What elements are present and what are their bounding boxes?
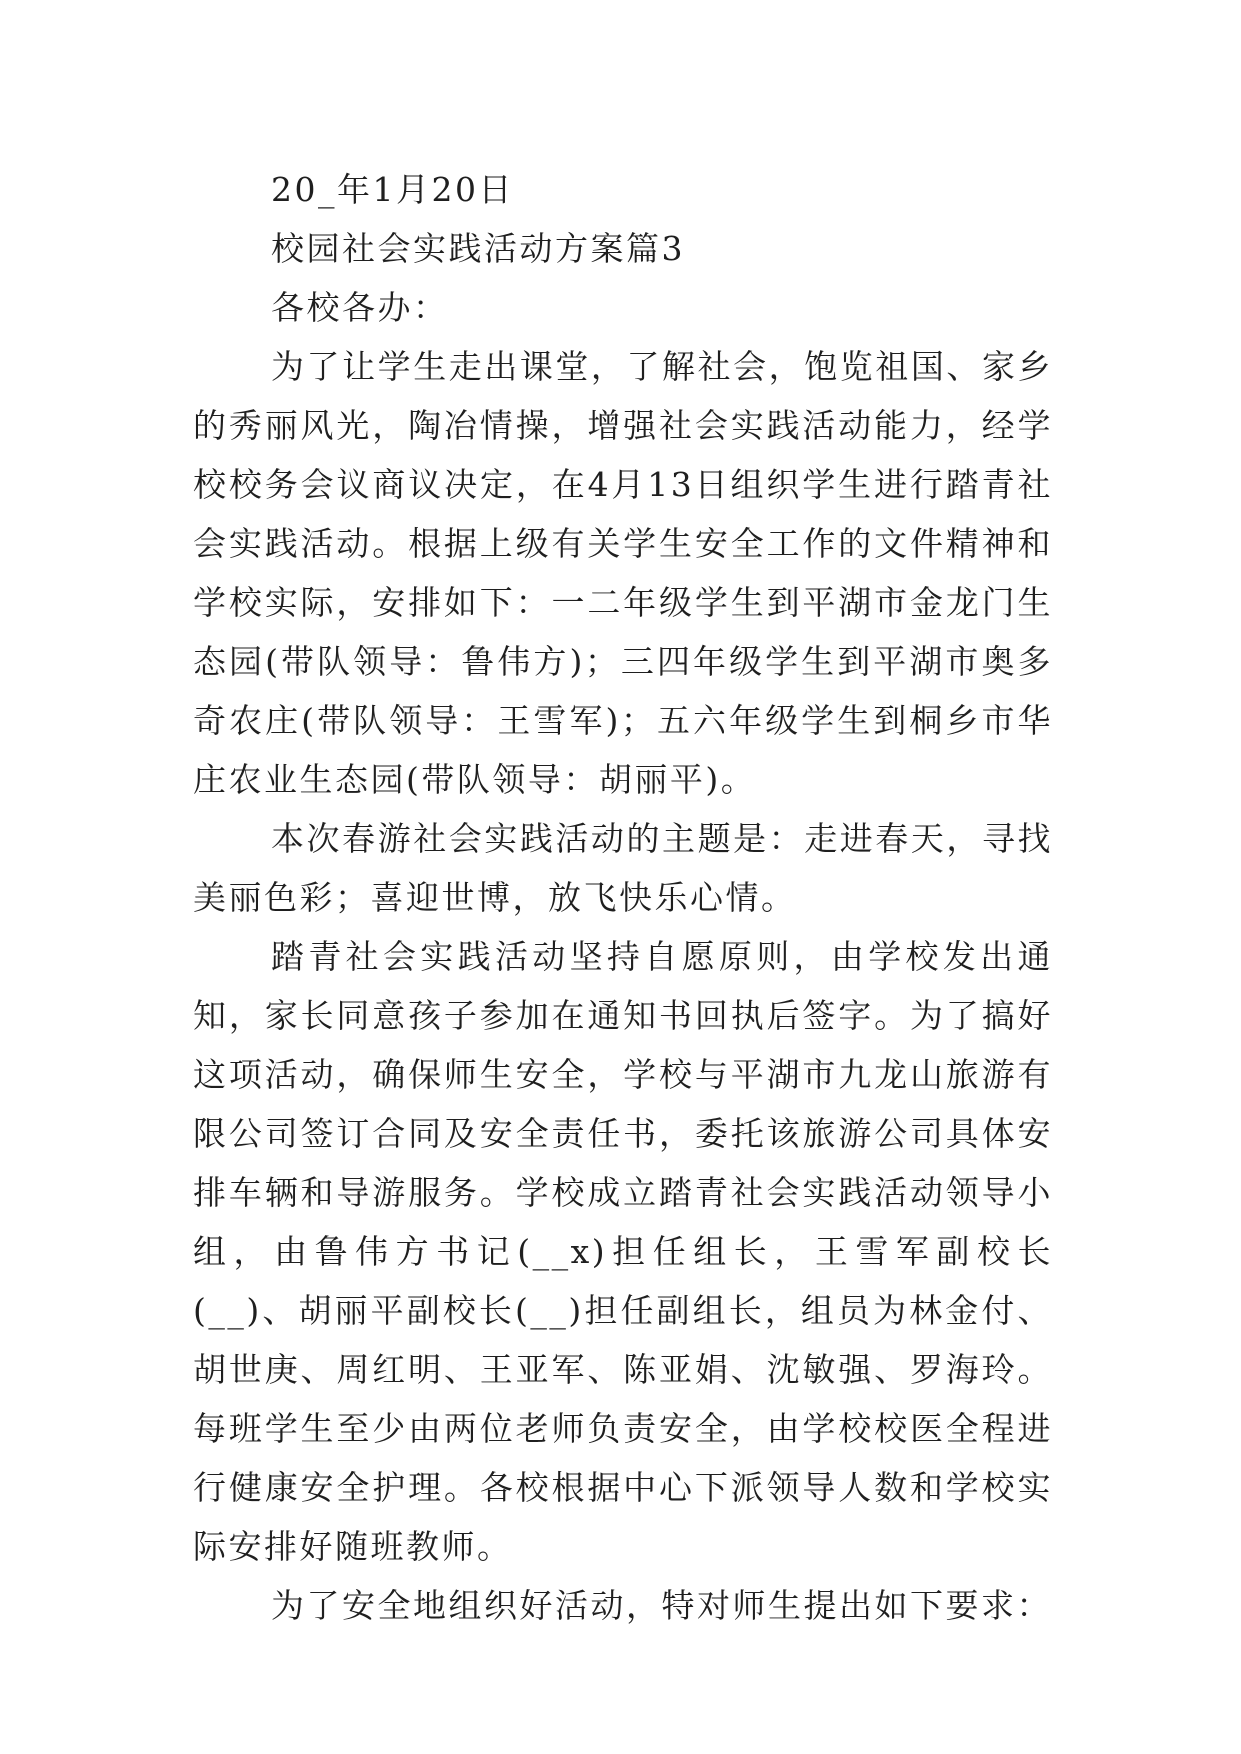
- paragraph-arrangement: 为了让学生走出课堂，了解社会，饱览祖国、家乡的秀丽风光，陶冶情操，增强社会实践活动能力，经学校校务会议商议决定，在4月13日组织学生进行踏青社会实践活动。根据上级有关学生安全工作的文件精神和学校实际，安排如下：一二年级学生到平湖市金龙门生态园(带队领导：鲁伟方)；三四年级学生到平湖市奥多奇农庄(带队领导：王雪军)；五六年级学生到桐乡市华庄农业生态园(带队领导：胡丽平)。: [193, 347, 1053, 799]
- paragraph-organization: 踏青社会实践活动坚持自愿原则，由学校发出通知，家长同意孩子参加在通知书回执后签字。为了搞好这项活动，确保师生安全，学校与平湖市九龙山旅游有限公司签订合同及安全责任书，委托该旅游公司具体安排车辆和导游服务。学校成立踏青社会实践活动领导小组，由鲁伟方书记(__x)担任组长，王雪军副校长(__)、胡丽平副校长(__)担任副组长，组员为林金付、胡世庚、周红明、王亚军、陈亚娟、沈敏强、罗海玲。每班学生至少由两位老师负责安全，由学校校医全程进行健康安全护理。各校根据中心下派领导人数和学校实际安排好随班教师。: [193, 937, 1053, 1566]
- paragraph-requirements-intro: 为了安全地组织好活动，特对师生提出如下要求：: [271, 1586, 1052, 1625]
- document-body: [193, 160, 1053, 1635]
- date-line: 20_年1月20日: [271, 170, 514, 209]
- paragraph-theme: 本次春游社会实践活动的主题是：走进春天，寻找美丽色彩；喜迎世博，放飞快乐心情。: [193, 819, 1053, 917]
- salutation: 各校各办：: [271, 288, 449, 327]
- section-title: 校园社会实践活动方案篇3: [271, 229, 685, 268]
